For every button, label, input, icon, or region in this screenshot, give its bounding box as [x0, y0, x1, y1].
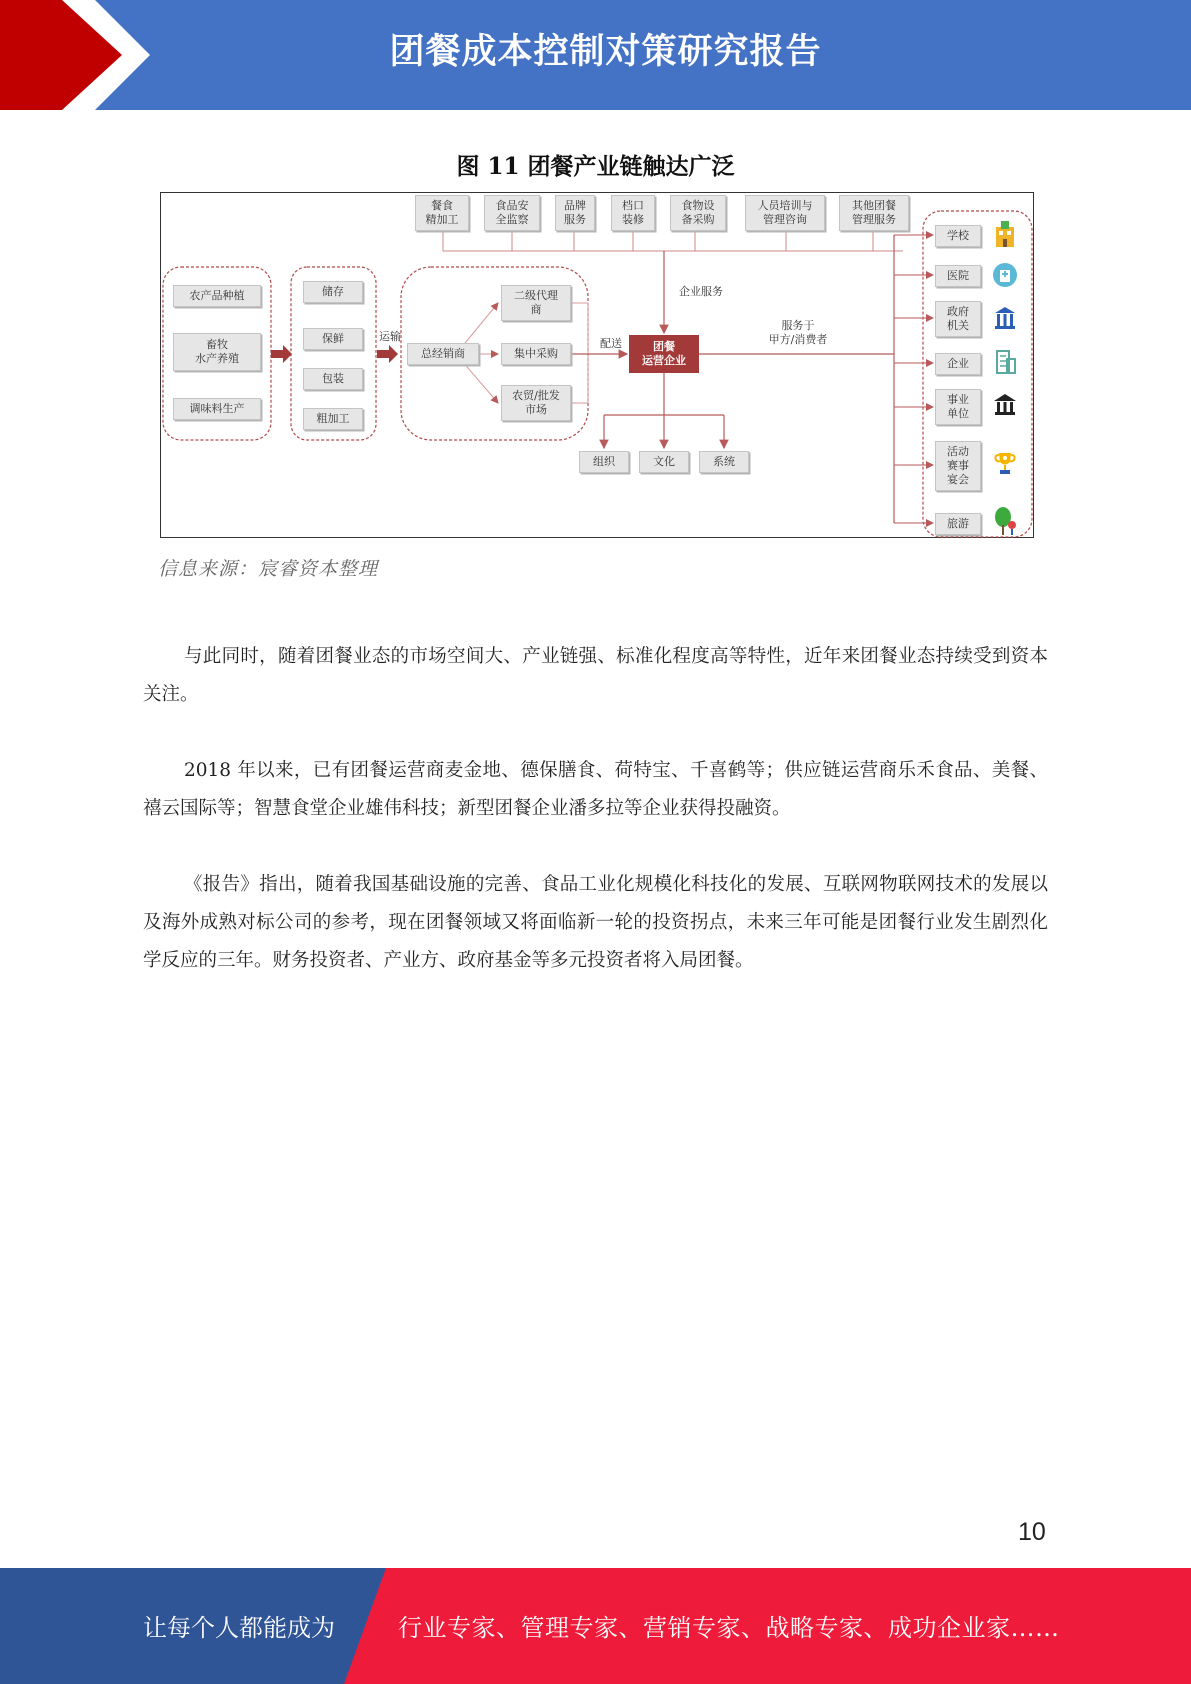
page-header — [0, 0, 1191, 110]
serve-label: 服务于 甲方/消费者 — [768, 319, 828, 346]
header-title: 团餐成本控制对策研究报告 — [389, 32, 822, 72]
processing-box: 储存 — [303, 281, 363, 303]
service-box: 食物设 备采购 — [670, 195, 726, 231]
trophy-icon — [993, 449, 1017, 477]
service-box: 其他团餐 管理服务 — [839, 195, 909, 231]
customer-box: 政府 机关 — [935, 301, 981, 337]
paragraph: 《报告》指出，随着我国基础设施的完善、食品工业化规模化科技化的发展、互联网物联网技术的发展以及海外成熟对标公司的参考，现在团餐领域又将面临新一轮的投资拐点，未来三年可能是团餐行业发生剧烈化学反应的三年。财务投资者、产业方、政府基金等多元投资者将入局团餐。 — [143, 874, 1048, 971]
service-box: 餐食 精加工 — [415, 195, 469, 231]
hospital-icon — [993, 261, 1017, 289]
bottom-box: 组织 — [579, 451, 629, 473]
enterprise-building-icon — [993, 347, 1017, 375]
footer-slogan-right: 行业专家、管理专家、营销专家、战略专家、成功企业家…… — [398, 1614, 1060, 1642]
channel-box: 二级代理 商 — [501, 285, 571, 321]
page-number: 10 — [1018, 1518, 1046, 1546]
paragraph: 与此同时，随着团餐业态的市场空间大、产业链强、标准化程度高等特性，近年来团餐业态持续受到资本关注。 — [143, 646, 1048, 705]
industry-chain-diagram — [160, 192, 1034, 538]
paragraph: 2018 年以来，已有团餐运营商麦金地、德保膳食、荷特宝、千喜鹤等；供应链运营商乐禾食品、美餐、禧云国际等；智慧食堂企业雄伟科技；新型团餐企业潘多拉等企业获得投融资。 — [143, 760, 1048, 819]
channel-box: 集中采购 — [501, 343, 571, 365]
service-box: 食品安 全监察 — [484, 195, 540, 231]
processing-box: 保鲜 — [303, 328, 363, 350]
upstream-box: 调味料生产 — [173, 398, 261, 420]
channel-box: 农贸/批发 市场 — [501, 385, 571, 421]
customer-box: 企业 — [935, 353, 981, 375]
diagram-connectors — [161, 193, 1035, 539]
transport-label: 运输 — [379, 330, 401, 343]
core-enterprise-box: 团餐 运营企业 — [629, 335, 699, 373]
customer-box: 事业 单位 — [935, 389, 981, 425]
distributor-box: 总经销商 — [407, 343, 479, 365]
customer-box: 医院 — [935, 265, 981, 287]
bottom-box: 系统 — [699, 451, 749, 473]
bottom-box: 文化 — [639, 451, 689, 473]
page-footer — [0, 1568, 1191, 1684]
figure-source: 信息来源：宸睿资本整理 — [158, 558, 379, 580]
customer-box: 学校 — [935, 225, 981, 247]
customer-box: 活动 赛事 宴会 — [935, 441, 981, 491]
processing-box: 粗加工 — [303, 408, 363, 430]
upstream-box: 畜牧 水产养殖 — [173, 333, 261, 371]
tourism-tree-icon — [993, 507, 1017, 535]
delivery-label: 配送 — [600, 337, 622, 350]
government-icon — [993, 303, 1017, 331]
school-icon — [993, 219, 1017, 247]
enterprise-service-label: 企业服务 — [679, 285, 723, 298]
institution-icon — [993, 391, 1017, 419]
customer-box: 旅游 — [935, 513, 981, 535]
service-box: 档口 装修 — [611, 195, 655, 231]
footer-slogan-left: 让每个人都能成为 — [143, 1614, 335, 1642]
processing-box: 包装 — [303, 368, 363, 390]
service-box: 品牌 服务 — [555, 195, 595, 231]
service-box: 人员培训与 管理咨询 — [745, 195, 825, 231]
figure-title: 图 11 团餐产业链触达广泛 — [456, 153, 735, 180]
upstream-box: 农产品种植 — [173, 285, 261, 307]
